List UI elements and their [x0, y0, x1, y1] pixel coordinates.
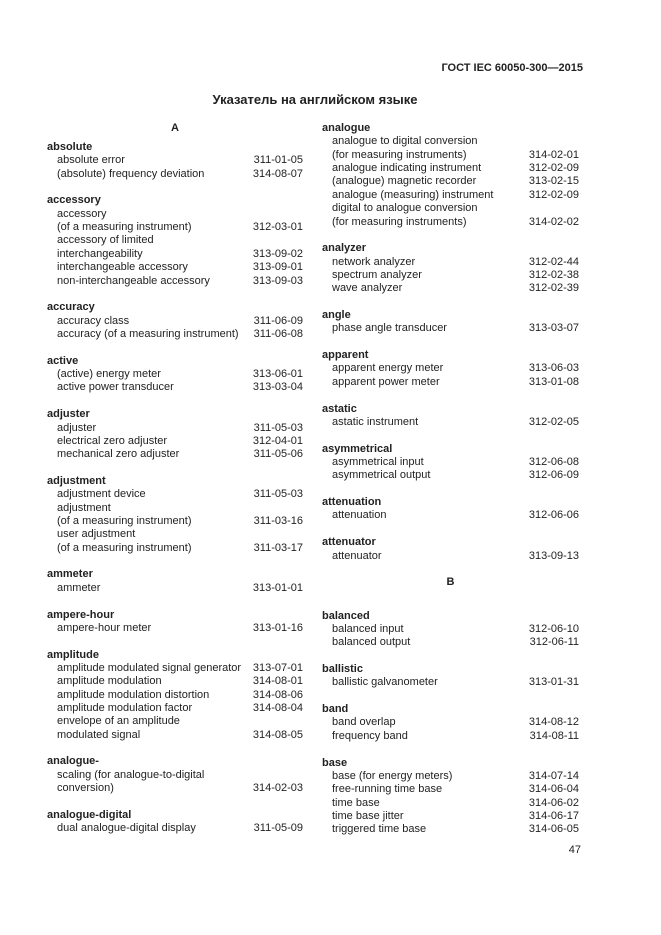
entry-code: 312-02-38: [528, 268, 579, 281]
entry-code: 314-08-07: [252, 167, 303, 180]
index-entry: [47, 782, 303, 795]
entry-code: 314-02-02: [528, 215, 579, 228]
group-heading: base: [322, 756, 348, 769]
entry-code: 311-03-17: [253, 541, 303, 554]
letter-heading: A: [171, 122, 179, 134]
entry-code: 312-03-01: [252, 221, 303, 234]
entry-code: 313-06-01: [252, 368, 303, 381]
standard-code-header: ГОСТ IEC 60050-300—2015: [441, 62, 583, 74]
entry-code: 313-09-02: [252, 247, 303, 260]
group-heading: active: [47, 354, 79, 367]
entry-code: 312-02-09: [528, 188, 579, 201]
entry-term: asymmetrical input: [332, 455, 424, 468]
index-entry: [322, 376, 579, 389]
entry-term: (for measuring instruments): [332, 215, 467, 228]
entry-term: astatic instrument: [332, 415, 419, 428]
entry-code: 313-01-16: [252, 621, 303, 634]
index-entry: [47, 582, 303, 595]
index-entry: [47, 435, 303, 448]
index-entry: [322, 202, 579, 215]
index-group: [322, 757, 579, 837]
entry-term: attenuation: [332, 509, 387, 522]
entry-code: 314-08-11: [529, 729, 579, 742]
group-heading: apparent: [322, 349, 369, 362]
index-group: [47, 475, 303, 555]
entry-term: adjustment: [57, 501, 111, 514]
index-entry: [322, 509, 579, 522]
index-group: [322, 309, 579, 336]
group-heading: amplitude: [47, 648, 99, 661]
entry-term: modulated signal: [57, 728, 141, 741]
index-entry: [47, 622, 303, 635]
index-entry: [322, 282, 579, 295]
entry-term: balanced output: [332, 636, 411, 649]
index-group: [322, 349, 579, 389]
index-entry: [47, 381, 303, 394]
index-group: [47, 755, 303, 795]
index-group: [322, 610, 579, 650]
entry-code: 312-06-10: [528, 622, 579, 635]
entry-term: digital to analogue conversion: [332, 202, 478, 215]
group-heading: ammeter: [47, 568, 93, 581]
index-entry: [47, 261, 303, 274]
entry-term: scaling (for analogue-to-digital: [57, 768, 205, 781]
entry-code: 313-01-31: [528, 676, 579, 689]
entry-term: accuracy class: [57, 314, 130, 327]
index-entry: [47, 715, 303, 728]
index-entry: [47, 208, 303, 221]
entry-code: 313-01-08: [528, 375, 579, 388]
group-heading: adjustment: [47, 474, 106, 487]
entry-code: 314-02-03: [252, 782, 303, 795]
index-entry: [47, 502, 303, 515]
entry-code: 311-05-03: [253, 488, 303, 501]
group-heading: angle: [322, 309, 351, 322]
entry-term: balanced input: [332, 622, 404, 635]
group-heading: attenuation: [322, 496, 382, 509]
entry-code: 311-01-05: [253, 154, 303, 167]
entry-term: electrical zero adjuster: [57, 434, 168, 447]
group-heading: adjuster: [47, 408, 90, 421]
entry-code: 314-02-01: [528, 148, 579, 161]
entry-term: (analogue) magnetic recorder: [332, 175, 477, 188]
entry-code: 314-06-04: [528, 783, 579, 796]
index-group: [322, 443, 579, 483]
index-group: [322, 496, 579, 523]
entry-term: mechanical zero adjuster: [57, 448, 180, 461]
group-heading: ballistic: [322, 663, 363, 676]
entry-term: (active) energy meter: [57, 368, 161, 381]
index-group: [47, 649, 303, 743]
entry-term: adjuster: [57, 421, 97, 434]
index-entry: [47, 675, 303, 688]
entry-term: network analyzer: [332, 255, 416, 268]
index-group: [322, 242, 579, 295]
entry-term: amplitude modulation factor: [57, 702, 193, 715]
index-entry: [47, 328, 303, 341]
entry-term: accessory: [57, 207, 107, 220]
entry-term: analogue to digital conversion: [332, 135, 478, 148]
index-entry: [47, 689, 303, 702]
entry-term: analogue (measuring) instrument: [332, 188, 494, 201]
index-group: [322, 663, 579, 690]
index-entry: [47, 702, 303, 715]
entry-code: 312-02-05: [528, 415, 579, 428]
index-group: [322, 403, 579, 430]
entry-code: 313-09-01: [252, 261, 303, 274]
group-heading: accuracy: [47, 301, 95, 314]
index-entry: [47, 422, 303, 435]
entry-code: 314-08-05: [252, 728, 303, 741]
index-entry: [322, 676, 579, 689]
group-heading: ampere-hour: [47, 608, 115, 621]
entry-term: user adjustment: [57, 528, 136, 541]
index-entry: [322, 550, 579, 563]
index-group: [47, 809, 303, 836]
index-entry: [47, 168, 303, 181]
index-group: [322, 122, 579, 229]
index-entry: [322, 716, 579, 729]
entry-term: band overlap: [332, 716, 396, 729]
index-group: [47, 141, 303, 181]
entry-term: absolute error: [57, 154, 125, 167]
entry-term: (of a measuring instrument): [57, 541, 192, 554]
entry-term: accessory of limited: [57, 234, 154, 247]
index-entry: [322, 256, 579, 269]
index-entry: [322, 175, 579, 188]
index-group: [47, 568, 303, 595]
entry-code: 311-06-08: [253, 327, 303, 340]
entry-code: 312-06-09: [528, 469, 579, 482]
index-entry: [47, 515, 303, 528]
entry-term: triggered time base: [332, 823, 427, 836]
group-heading: astatic: [322, 402, 357, 415]
group-heading: attenuator: [322, 536, 376, 549]
entry-code: 313-03-07: [528, 322, 579, 335]
entry-code: 314-08-06: [252, 688, 303, 701]
index-group: [322, 536, 579, 563]
entry-code: 312-06-11: [529, 636, 579, 649]
group-heading: analogue: [322, 122, 371, 134]
entry-code: 312-06-06: [528, 509, 579, 522]
group-heading: analogue-: [47, 755, 99, 768]
index-entry: [47, 368, 303, 381]
entry-term: ampere-hour meter: [57, 621, 152, 634]
entry-term: (for measuring instruments): [332, 148, 467, 161]
index-entry: [322, 149, 579, 162]
entry-term: non-interchangeable accessory: [57, 274, 210, 287]
index-entry: [322, 810, 579, 823]
index-group: [47, 355, 303, 395]
letter-heading: B: [446, 575, 455, 588]
entry-code: 313-06-03: [528, 362, 579, 375]
entry-code: 311-05-06: [253, 448, 303, 461]
index-entry: [47, 448, 303, 461]
index-entry: [47, 234, 303, 247]
entry-code: 314-06-17: [528, 810, 579, 822]
index-column-right: [322, 122, 579, 837]
entry-code: 312-02-39: [528, 282, 579, 295]
entry-code: 311-05-03: [253, 421, 303, 434]
index-entry: [322, 269, 579, 282]
entry-term: apparent power meter: [332, 375, 440, 388]
entry-code: 313-02-15: [528, 175, 579, 188]
entry-term: (absolute) frequency deviation: [57, 167, 205, 180]
index-entry: [322, 770, 579, 783]
index-entry: [322, 623, 579, 636]
index-entry: [47, 154, 303, 167]
entry-code: 311-03-16: [253, 515, 303, 528]
page-title: Указатель на английском языке: [212, 92, 418, 107]
group-heading: accessory: [47, 194, 101, 207]
index-entry: [322, 162, 579, 175]
entry-term: amplitude modulated signal generator: [57, 661, 242, 674]
entry-code: 314-06-05: [528, 823, 579, 836]
index-entry: [47, 528, 303, 541]
entry-term: analogue indicating instrument: [332, 162, 482, 175]
index-entry: [322, 416, 579, 429]
entry-code: 313-09-03: [252, 274, 303, 287]
entry-code: 312-02-09: [528, 162, 579, 175]
entry-term: spectrum analyzer: [332, 268, 422, 281]
entry-code: 314-08-01: [252, 675, 303, 688]
index-entry: [322, 783, 579, 796]
entry-code: 312-06-08: [528, 455, 579, 468]
page-number: 47: [568, 844, 581, 856]
index-entry: [47, 822, 303, 835]
group-heading: analogue-digital: [47, 808, 132, 821]
index-entry: [47, 275, 303, 288]
entry-code: 312-02-44: [528, 255, 579, 268]
entry-code: 313-09-13: [528, 549, 579, 562]
entry-term: active power transducer: [57, 381, 174, 394]
entry-term: apparent energy meter: [332, 362, 444, 375]
entry-term: (of a measuring instrument): [57, 221, 192, 234]
group-heading: band: [322, 703, 349, 716]
index-entry: [47, 248, 303, 261]
entry-term: amplitude modulation distortion: [57, 688, 210, 701]
entry-code: 314-08-04: [252, 702, 303, 715]
entry-term: dual analogue-digital display: [57, 822, 196, 835]
index-entry: [47, 662, 303, 675]
index-entry: [47, 315, 303, 328]
index-column-left: [47, 122, 303, 836]
entry-term: accuracy (of a measuring instrument): [57, 327, 239, 340]
entry-term: frequency band: [332, 729, 408, 742]
entry-code: 311-05-09: [253, 822, 303, 835]
index-entry: [322, 322, 579, 335]
entry-term: asymmetrical output: [332, 469, 431, 482]
entry-code: 314-06-02: [528, 796, 579, 809]
entry-code: 314-07-14: [528, 769, 579, 782]
entry-term: ammeter: [57, 581, 101, 594]
index-group: [47, 609, 303, 636]
index-group: [47, 408, 303, 461]
entry-code: 314-08-12: [528, 716, 579, 729]
entry-term: amplitude modulation: [57, 675, 162, 688]
entry-code: 311-06-09: [253, 314, 303, 327]
entry-term: envelope of an amplitude: [57, 715, 180, 728]
index-entry: [322, 636, 579, 649]
index-group: [47, 301, 303, 341]
index-entry: [322, 730, 579, 743]
index-group: [47, 194, 303, 288]
entry-term: base (for energy meters): [332, 769, 453, 782]
group-heading: asymmetrical: [322, 442, 393, 455]
group-heading: balanced: [322, 609, 370, 622]
entry-term: time base: [332, 796, 380, 809]
entry-term: interchangeable accessory: [57, 261, 188, 274]
index-entry: [47, 488, 303, 501]
entry-term: interchangeability: [57, 247, 143, 260]
entry-code: 313-03-04: [252, 381, 303, 394]
entry-code: 313-07-01: [252, 661, 303, 674]
index-entry: [322, 823, 579, 836]
index-entry: [47, 542, 303, 555]
entry-term: free-running time base: [332, 783, 443, 796]
group-heading: absolute: [47, 140, 93, 153]
entry-term: phase angle transducer: [332, 322, 447, 335]
index-group: [322, 703, 579, 743]
index-entry: [322, 216, 579, 229]
entry-code: 313-01-01: [252, 581, 303, 594]
index-entry: [322, 135, 579, 148]
entry-term: time base jitter: [332, 810, 404, 822]
group-heading: analyzer: [322, 242, 367, 255]
index-entry: [47, 221, 303, 234]
entry-term: wave analyzer: [332, 282, 403, 295]
entry-term: conversion): [57, 782, 114, 795]
entry-term: adjustment device: [57, 488, 146, 501]
index-entry: [47, 729, 303, 742]
index-entry: [47, 769, 303, 782]
index-entry: [322, 469, 579, 482]
entry-term: ballistic galvanometer: [332, 676, 438, 689]
index-entry: [322, 797, 579, 810]
entry-code: 312-04-01: [252, 434, 303, 447]
index-entry: [322, 362, 579, 375]
index-entry: [322, 456, 579, 469]
index-entry: [322, 189, 579, 202]
entry-term: attenuator: [332, 549, 382, 562]
entry-term: (of a measuring instrument): [57, 515, 192, 528]
